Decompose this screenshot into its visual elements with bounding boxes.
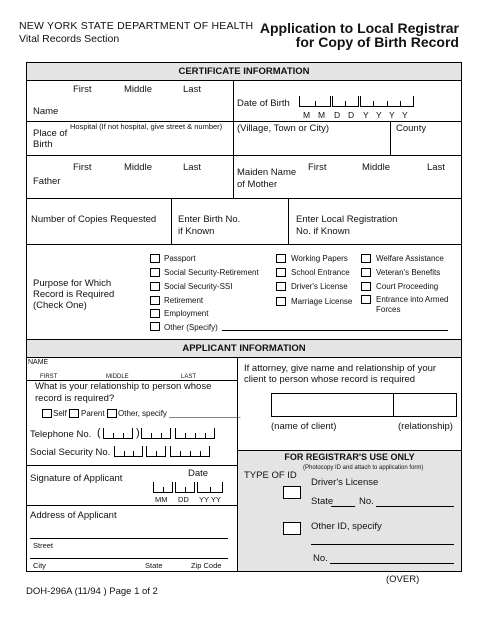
purpose-other-checkbox[interactable]: [150, 322, 160, 331]
purpose-court-label: Court Proceeding: [376, 282, 439, 291]
father-last-label: Last: [183, 162, 201, 173]
relationship-other-label: Other, specify ________________: [118, 409, 241, 418]
telephone-paren-close: ): [136, 427, 140, 439]
purpose-ss-retirement-label: Social Security-Retirement: [164, 268, 259, 277]
applicant-name-label: NAME: [28, 359, 49, 366]
cert-name-label: Name: [33, 106, 59, 117]
client-name-label: (name of client): [271, 421, 337, 432]
relationship-question-1: What is your relationship to person whose: [35, 381, 212, 392]
mother-last-label: Last: [427, 162, 445, 173]
zip-label: Zip Code: [191, 561, 222, 570]
purpose-school-entrance-checkbox[interactable]: [276, 268, 286, 277]
relationship-question-2: record is required?: [35, 393, 115, 404]
purpose-armed-forces-label-1: Entrance into Armed: [376, 295, 449, 304]
state-label: State: [145, 561, 163, 570]
date-yy-label: YY YY: [199, 495, 221, 504]
city-state-zip-field[interactable]: [30, 545, 228, 559]
village-label: (Village, Town or City): [237, 123, 330, 134]
ssn-label: Social Security No.: [30, 447, 111, 458]
purpose-welfare-checkbox[interactable]: [361, 254, 371, 263]
mother-middle-label: Middle: [362, 162, 390, 173]
county-field[interactable]: [394, 135, 458, 153]
purpose-retirement-label: Retirement: [164, 296, 204, 305]
purpose-working-papers-label: Working Papers: [291, 254, 348, 263]
purpose-armed-forces-checkbox[interactable]: [361, 295, 371, 304]
other-id-field[interactable]: [311, 535, 454, 545]
telephone-label: Telephone No.: [30, 429, 92, 440]
registrar-state-field[interactable]: [331, 497, 355, 507]
copies-field[interactable]: [30, 228, 170, 242]
date-mm-label: MM: [155, 495, 168, 504]
applicant-heading: APPLICANT INFORMATION: [182, 343, 306, 354]
purpose-employment-label: Employment: [164, 309, 209, 318]
purpose-employment-checkbox[interactable]: [150, 309, 160, 318]
telephone-area-code-box[interactable]: [103, 428, 133, 439]
street-field[interactable]: [30, 524, 228, 539]
hospital-note: Hospital (If not hospital, give street & number): [70, 122, 223, 131]
agency-name: NEW YORK STATE DEPARTMENT OF HEALTH: [19, 20, 254, 32]
purpose-drivers-license-label: Driver's License: [291, 282, 348, 291]
purpose-veterans-checkbox[interactable]: [361, 268, 371, 277]
dob-letters: M M D D Y Y Y Y: [303, 110, 408, 120]
date-label: Date: [188, 468, 209, 479]
applicant-first-label: FIRST: [40, 374, 58, 380]
other-id-label: Other ID, specify: [311, 521, 382, 532]
county-label: County: [396, 123, 427, 134]
form-id: DOH-296A (11/94 ) Page 1 of 2: [26, 586, 158, 597]
ssn-area-box[interactable]: [114, 446, 143, 457]
client-relationship-box[interactable]: [393, 393, 457, 417]
relationship-other-checkbox[interactable]: [107, 409, 117, 418]
place-label-2: Birth: [33, 139, 53, 150]
cert-middle-label: Middle: [124, 84, 152, 95]
photocopy-note: (Photocopy ID and attach to application form): [303, 465, 424, 471]
enter-reg-label-1: Enter Local Registration: [296, 214, 398, 225]
dob-label: Date of Birth: [237, 98, 290, 109]
signature-label: Signature of Applicant: [30, 473, 123, 484]
address-label: Address of Applicant: [30, 510, 117, 521]
mother-first-label: First: [308, 162, 327, 173]
applicant-name-field[interactable]: [30, 360, 234, 372]
client-relationship-label: (relationship): [398, 421, 453, 432]
father-name-field[interactable]: [70, 174, 230, 194]
place-label-1: Place of: [33, 128, 68, 139]
mother-maiden-field[interactable]: [300, 174, 458, 194]
attorney-text-2: client to person whose record is required: [244, 374, 416, 385]
purpose-marriage-license-label: Marriage License: [291, 297, 353, 306]
purpose-welfare-label: Welfare Assistance: [376, 254, 444, 263]
form-title-line2: for Copy of Birth Record: [295, 34, 459, 50]
telephone-prefix-box[interactable]: [141, 428, 171, 439]
purpose-other-field[interactable]: [222, 321, 448, 331]
purpose-other-label: Other (Specify): [164, 323, 218, 332]
enter-birth-label-1: Enter Birth No.: [178, 214, 241, 225]
registrar-no2-label: No.: [313, 553, 328, 564]
maiden-label-2: of Mother: [237, 179, 278, 190]
father-first-label: First: [73, 162, 92, 173]
copies-label: Number of Copies Requested: [31, 214, 157, 225]
drivers-license-label: Driver's License: [311, 477, 379, 488]
relationship-self-label: Self: [53, 409, 67, 418]
registrar-heading: FOR REGISTRAR'S USE ONLY: [284, 452, 415, 462]
purpose-passport-checkbox[interactable]: [150, 254, 160, 263]
purpose-court-checkbox[interactable]: [361, 282, 371, 291]
drivers-license-id-box[interactable]: [283, 486, 301, 499]
section-name: Vital Records Section: [19, 33, 120, 45]
relationship-parent-label: Parent: [81, 409, 105, 418]
purpose-ss-ssi-label: Social Security-SSI: [164, 282, 233, 291]
other-id-number-field[interactable]: [330, 554, 454, 564]
date-dd-label: DD: [178, 495, 189, 504]
telephone-paren-open: (: [97, 427, 101, 439]
hospital-field[interactable]: [70, 134, 230, 152]
father-middle-label: Middle: [124, 162, 152, 173]
purpose-drivers-license-checkbox[interactable]: [276, 282, 286, 291]
purpose-retirement-checkbox[interactable]: [150, 296, 160, 305]
purpose-label-3: (Check One): [33, 300, 87, 311]
registrar-no-label: No.: [359, 496, 374, 507]
type-of-id-label: TYPE OF ID: [244, 470, 297, 481]
city-label: City: [33, 561, 46, 570]
village-field[interactable]: [237, 135, 387, 153]
applicant-last-label: LAST: [181, 374, 197, 380]
other-id-box[interactable]: [283, 522, 301, 535]
purpose-label-1: Purpose for Which: [33, 278, 112, 289]
purpose-armed-forces-label-2: Forces: [376, 305, 401, 314]
client-name-box[interactable]: [271, 393, 394, 417]
purpose-ss-retirement-checkbox[interactable]: [150, 268, 160, 277]
cert-name-field[interactable]: [70, 96, 230, 118]
over-label: (OVER): [386, 574, 420, 585]
certificate-heading: CERTIFICATE INFORMATION: [178, 66, 310, 77]
purpose-school-entrance-label: School Entrance: [291, 268, 350, 277]
enter-birth-label-2: if Known: [178, 226, 215, 237]
purpose-working-papers-checkbox[interactable]: [276, 254, 286, 263]
maiden-label-1: Maiden Name: [237, 167, 297, 178]
purpose-label-2: Record is Required: [33, 289, 115, 300]
purpose-ss-ssi-checkbox[interactable]: [150, 282, 160, 291]
relationship-self-checkbox[interactable]: [42, 409, 52, 418]
signature-field[interactable]: [30, 487, 148, 503]
registrar-state-label: State: [311, 496, 334, 507]
purpose-passport-label: Passport: [164, 254, 196, 263]
form-title-line1: Application to Local Registrar: [259, 20, 459, 36]
applicant-middle-label: MIDDLE: [106, 374, 129, 380]
street-label: Street: [33, 541, 54, 550]
relationship-parent-checkbox[interactable]: [69, 409, 79, 418]
cert-first-label: First: [73, 84, 92, 95]
father-label: Father: [33, 176, 61, 187]
purpose-marriage-license-checkbox[interactable]: [276, 297, 286, 306]
registrar-license-number-field[interactable]: [376, 497, 454, 507]
purpose-veterans-label: Veteran's Benefits: [376, 268, 441, 277]
cert-last-label: Last: [183, 84, 201, 95]
attorney-text-1: If attorney, give name and relationship of your: [244, 363, 437, 374]
enter-reg-label-2: No. if Known: [296, 226, 350, 237]
